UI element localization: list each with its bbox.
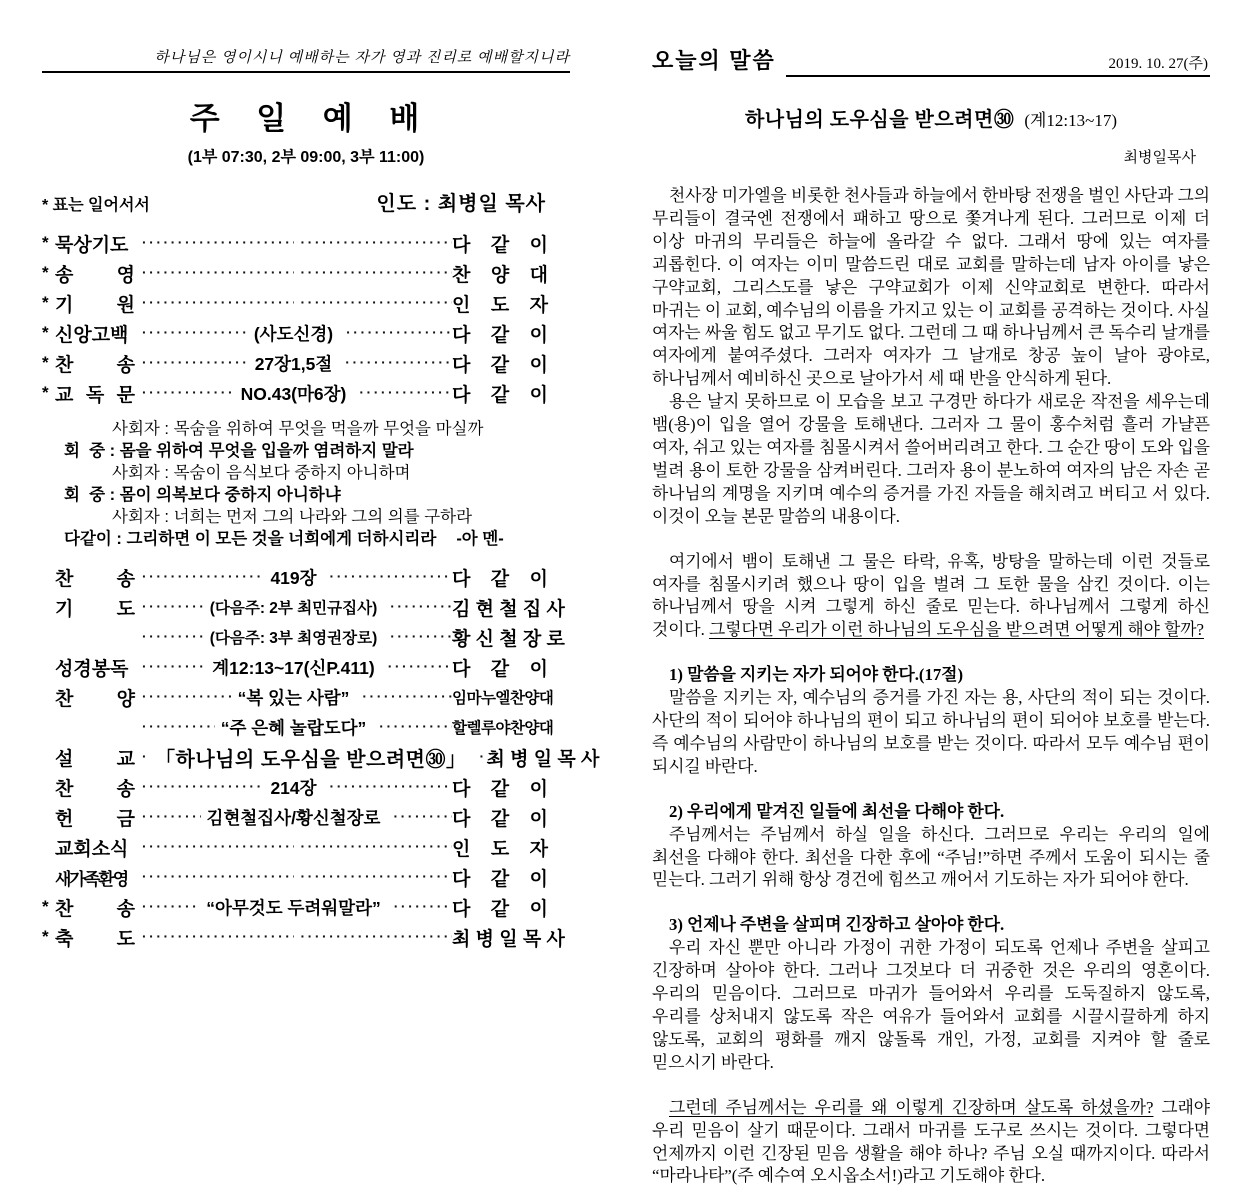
order-row [42, 622, 570, 652]
paragraph: 주님께서는 주님께서 하실 일을 하신다. 그러므로 우리는 우리의 일에 최선을 다해야 한다. 최선을 다한 후에 “주님!”하면 주께서 도움이 되시는 줄 믿는다. 그러기 위해 항상 경건에 힘쓰고 깨어서 기도하는 자가 되어야 한다. [652, 824, 1210, 890]
sermon-title-row [652, 103, 1210, 132]
order-item-performer: 최 병 일 목 사 [452, 928, 565, 950]
service-times: (1부 07:30, 2부 09:00, 3부 11:00) [187, 149, 425, 166]
dot-leader [135, 628, 204, 646]
dot-leader [383, 628, 452, 646]
header-rule [786, 52, 1210, 77]
sermon-point-heading: 1) 말씀을 지키는 자가 되어야 한다.(17절) [669, 665, 964, 685]
order-item-label: 송 영 [55, 264, 135, 286]
order-item-label: 찬 송 [55, 568, 135, 590]
responsive-line [64, 484, 570, 506]
order-item-performer: 할렐루야찬양대 [452, 720, 554, 737]
dot-leader [386, 808, 452, 826]
order-row [42, 228, 570, 258]
order-row [42, 682, 570, 712]
dot-leader [135, 598, 204, 616]
stand-marker: * [42, 383, 49, 402]
dot-leader [338, 354, 452, 372]
responsive-reading [42, 418, 570, 550]
sermon-point-heading: 3) 언제나 주변을 살피며 긴장하고 살아야 한다. [669, 915, 1005, 935]
order-row [42, 318, 570, 348]
order-row [42, 922, 570, 952]
order-item-detail: 419장 [270, 567, 317, 588]
stand-marker: * [42, 927, 49, 946]
dot-leader [372, 718, 452, 736]
dot-leader [135, 658, 206, 676]
order-item-performer: 다 같 이 [452, 868, 548, 890]
underlined-question: 그렇다면 우리가 이런 하나님의 도우심을 받으려면 어떻게 해야 할까? [709, 620, 1204, 640]
order-item-detail: “복 있는 사람” [237, 687, 350, 708]
dot-leader [135, 718, 215, 736]
dot-leader [294, 838, 453, 856]
responsive-line [64, 440, 570, 462]
order-item-detail: 27장1,5절 [254, 353, 333, 374]
order-item-performer: 인 도 자 [452, 294, 548, 316]
paragraph: 우리 자신 뿐만 아니라 가정이 귀한 가정이 되도록 언제나 주변을 살피고 긴장하며 살아야 한다. 그러나 그것보다 더 귀중한 것은 우리의 영혼이다. 우리의 믿음이다. 그러므로 마귀가 들어와서 우리를 도둑질하지 않도록, 우리를 상처내지 않도록 작은 여유가 들어와서 교회를 시끌시끌하게 하지 않도록, 교회의 평화를 깨지 않돌록 개인, 가정, 교회를 지켜야 할 줄로 믿으시기 바란다. [652, 938, 1210, 1072]
dot-leader [355, 688, 452, 706]
dot-leader [135, 354, 249, 372]
order-row [42, 712, 570, 742]
stand-marker: * [42, 293, 49, 312]
underlined-question: 그런데 주님께서는 우리를 왜 이렇게 긴장하며 살도록 하셨을까? [669, 1097, 1154, 1117]
order-item-performer: 다 같 이 [452, 384, 548, 406]
responsive-speaker: 사회자 : [112, 420, 174, 438]
responsive-text: 그리하면 이 모든 것을 너희에게 더하시리라 [126, 530, 437, 548]
responsive-text: 목숨을 위하여 무엇을 먹을까 무엇을 마실까 [173, 420, 484, 438]
dot-leader [381, 658, 452, 676]
order-item-performer: 인 도 자 [452, 838, 548, 860]
paragraph [652, 1097, 1210, 1188]
order-item-performer: 다 같 이 [451, 568, 548, 590]
order-item-label: 기 원 [55, 294, 135, 316]
stand-marker: * [42, 897, 49, 916]
dot-leader [352, 384, 452, 402]
order-item-label: 묵상기도 [55, 234, 129, 256]
order-item-label: 찬 송 [55, 898, 135, 920]
order-item-performer: 임마누엘찬양대 [452, 690, 554, 707]
dot-leader [135, 324, 248, 342]
sermon-point-heading: 2) 우리에게 맡겨진 일들에 최선을 다해야 한다. [669, 801, 1005, 821]
responsive-speaker: 사회자 : [112, 464, 174, 482]
order-item-performer: 황 신 철 장 로 [451, 628, 565, 650]
order-item-performer: 다 같 이 [451, 354, 548, 376]
order-item-label: 찬 양 [55, 688, 135, 710]
todays-word-title: 오늘의 말씀 [652, 48, 776, 73]
order-item-performer: 최 병 일 목 사 [486, 748, 600, 770]
order-item-label: 교 독 문 [55, 384, 135, 406]
order-item-detail: “주 은혜 놀랍도다” [220, 717, 367, 738]
order-item-label: 찬 송 [55, 778, 135, 800]
sermon-scripture-ref: (계12:13~17) [1024, 111, 1117, 130]
responsive-speaker: 다같이 : [64, 530, 127, 548]
dot-leader [135, 384, 235, 402]
responsive-text: 몸이 의복보다 중하지 아니하냐 [119, 486, 341, 504]
order-item-detail: 김현철집사/황신철장로 [206, 807, 381, 828]
service-leader: 인도 : 최병일 목사 [376, 193, 546, 215]
order-of-worship-1 [42, 228, 570, 408]
stand-marker: * [42, 233, 49, 252]
dot-leader [135, 234, 294, 252]
responsive-line [112, 506, 570, 528]
order-item-performer: 다 같 이 [451, 778, 548, 800]
dot-leader [135, 898, 200, 916]
paragraph: 용은 날지 못하므로 이 모습을 보고 구경만 하다가 새로운 작전을 세우는데 뱀(용)이 입을 열어 강물을 토해낸다. 그러자 그 물이 홍수처럼 흘러 가냘픈 여자, 쉬고 있는 여자를 침몰시켜서 쓸어버리려고 한다. 그 순간 땅이 도와 입을 벌려 용이 토한 강물을 삼켜버린다. 그러자 용이 분노하여 여자의 남은 자손 곧 하나님의 계명을 지키며 예수의 증거를 가진 자들을 해치려고 버티고 서 있다. 이것이 오늘 본문 말씀의 내용이다. [652, 392, 1210, 526]
responsive-line [112, 418, 570, 440]
scripture-motto: 하나님은 영이시니 예배하는 자가 영과 진리로 예배할지니라 [42, 46, 570, 73]
paragraph-text: 여기에서 뱀이 토해낸 그 물은 타락, 유혹, 방탕을 말하는데 이런 것들로 여자를 침몰시키려 했으나 땅이 입을 벌려 그 토한 물을 삼킨 것이다. 이는 하나님께서 땅을 시켜 그렇게 하신 줄로 믿는다. 하나님께서 그렇게 하신 것이다. [652, 551, 1210, 640]
dot-leader [294, 294, 453, 312]
order-item-label: 설 교 [55, 748, 135, 770]
order-item-performer: 다 같 이 [452, 324, 548, 346]
order-row [42, 652, 570, 682]
order-row [42, 562, 570, 592]
responsive-text: 목숨이 음식보다 중하지 아니하며 [173, 464, 411, 482]
order-item-detail: (다음주: 2부 최민규집사) [209, 600, 378, 617]
order-item-detail: “아무것도 두려워말라” [206, 897, 381, 918]
order-item-performer: 찬 양 대 [452, 264, 548, 286]
note-row [42, 187, 570, 216]
order-item-detail: 214장 [270, 777, 317, 798]
responsive-line [112, 462, 570, 484]
order-item-label: 교회소식 [55, 838, 129, 860]
order-of-worship-2 [42, 562, 600, 952]
dot-leader [294, 928, 453, 946]
dot-leader [135, 688, 232, 706]
order-row [42, 378, 570, 408]
order-item-performer: 다 같 이 [452, 808, 549, 830]
order-item-label: 성경봉독 [55, 658, 129, 680]
dot-leader [135, 928, 294, 946]
responsive-speaker: 회 중 : [64, 442, 120, 460]
todays-word-header [652, 44, 1210, 77]
stand-marker: * [42, 323, 49, 342]
dot-leader [135, 838, 294, 856]
order-item-label: 헌 금 [55, 808, 135, 830]
order-item-label: 축 도 [55, 928, 135, 950]
dot-leader [323, 568, 452, 586]
order-item-performer: 다 같 이 [451, 898, 548, 920]
dot-leader [135, 568, 264, 586]
order-row [42, 862, 570, 892]
order-item-detail: 계12:13~17(신P.411) [212, 657, 375, 678]
dot-leader [135, 748, 149, 766]
order-row [42, 772, 570, 802]
order-row [42, 802, 570, 832]
dot-leader [135, 294, 294, 312]
dot-leader [135, 868, 294, 886]
worship-order-column [42, 46, 600, 952]
order-item-performer: 다 같 이 [452, 234, 548, 256]
page-title: 주 일 예 배 [189, 101, 423, 136]
order-item-detail: (사도신경) [253, 323, 334, 344]
stand-marker: * [42, 263, 49, 282]
order-row [42, 592, 570, 622]
paragraph: 천사장 미가엘을 비롯한 천사들과 하늘에서 한바탕 전쟁을 벌인 사단과 그의 무리들이 결국엔 전쟁에서 패하고 땅으로 쫓겨나게 된다. 그러므로 이제 더 이상 마귀의 무리들은 하늘에 올라갈 수 없다. 그래서 땅에 있는 여자를 괴롭힌다. 이 여자는 이미 말씀드린 대로 교회를 말하는데 남자 아이를 낳은 구약교회, 그리스도를 낳은 구약교회가 이제 신약교회로 변한다. 따라서 마귀는 이 교회, 예수님의 이름을 가지고 있는 이 교회를 공격하는 것이다. 사실 여자는 싸울 힘도 없고 무기도 없다. 그런데 그 때 하나님께서 큰 독수리 날개를 여자에게 붙여주셨다. 그러자 여자가 그 날개로 창공 높이 날아 광야로, 하나님께서 예비하신 곳으로 날아가서 세 때 반을 안식하게 된다. [652, 186, 1210, 389]
paragraph-text: 그래야 우리 믿음이 살기 때문이다. 그래서 마귀를 도구로 쓰시는 것이다. 그렇다면 언제까지 이런 긴장된 믿음 생활을 해야 하나? 주님 오실 때까지이다. 따라서 “마라나타”(주 예수여 오시옵소서!)라고 기도해야 한다. [652, 1097, 1210, 1186]
sermon-title-left: 「하나님의 도우심을 받으려면㉚」 [155, 748, 467, 771]
order-item-detail: (다음주: 3부 최영권장로) [209, 630, 378, 647]
order-item-performer: 김 현 철 집 사 [451, 598, 565, 620]
order-item-detail: NO.43(마6장) [240, 383, 347, 404]
paragraph [652, 551, 1210, 643]
dot-leader [387, 898, 452, 916]
dot-leader [135, 808, 201, 826]
dot-leader [294, 264, 453, 282]
order-row [42, 832, 570, 862]
dot-leader [135, 778, 264, 796]
responsive-text: 너희는 먼저 그의 나라와 그의 의를 구하라 [173, 508, 473, 526]
order-item-label: 기 도 [55, 598, 135, 620]
order-row [42, 348, 570, 378]
dot-leader [472, 748, 486, 766]
order-row-sermon [42, 742, 600, 772]
bulletin-date: 2019. 10. 27(주) [1108, 56, 1208, 72]
order-row [42, 258, 570, 288]
preacher-name: 최병일목사 [1123, 150, 1196, 166]
responsive-speaker: 회 중 : [64, 486, 120, 504]
amen-text: -아 멘- [456, 530, 504, 548]
sermon-body [652, 185, 1210, 1188]
dot-leader [323, 778, 452, 796]
dot-leader [135, 264, 294, 282]
dot-leader [383, 598, 452, 616]
stand-marker: * [42, 353, 49, 372]
responsive-text: 몸을 위하여 무엇을 입을까 염려하지 말라 [119, 442, 414, 460]
order-row [42, 892, 570, 922]
dot-leader [339, 324, 452, 342]
stand-note: * 표는 일어서서 [42, 197, 150, 214]
dot-leader [294, 234, 453, 252]
responsive-line [64, 528, 570, 550]
sermon-column [652, 44, 1210, 1188]
order-item-label: 새가족환영 [55, 869, 128, 889]
order-row [42, 288, 570, 318]
dot-leader [294, 868, 453, 886]
sermon-title: 하나님의 도우심을 받으려면㉚ [744, 109, 1015, 131]
order-item-label: 신앙고백 [55, 324, 129, 346]
order-item-label: 찬 송 [55, 354, 135, 376]
responsive-speaker: 사회자 : [112, 508, 174, 526]
paragraph: 말씀을 지키는 자, 예수님의 증거를 가진 자는 용, 사단의 적이 되는 것이다. 사단의 적이 되어야 하나님의 편이 되고 하나님의 편이 되어야 보호를 받는다. 즉 예수님의 사람만이 하나님의 보호를 받는 것이다. 따라서 모두 예수님 편이 되시길 바란다. [652, 688, 1210, 776]
order-item-performer: 다 같 이 [451, 658, 548, 680]
